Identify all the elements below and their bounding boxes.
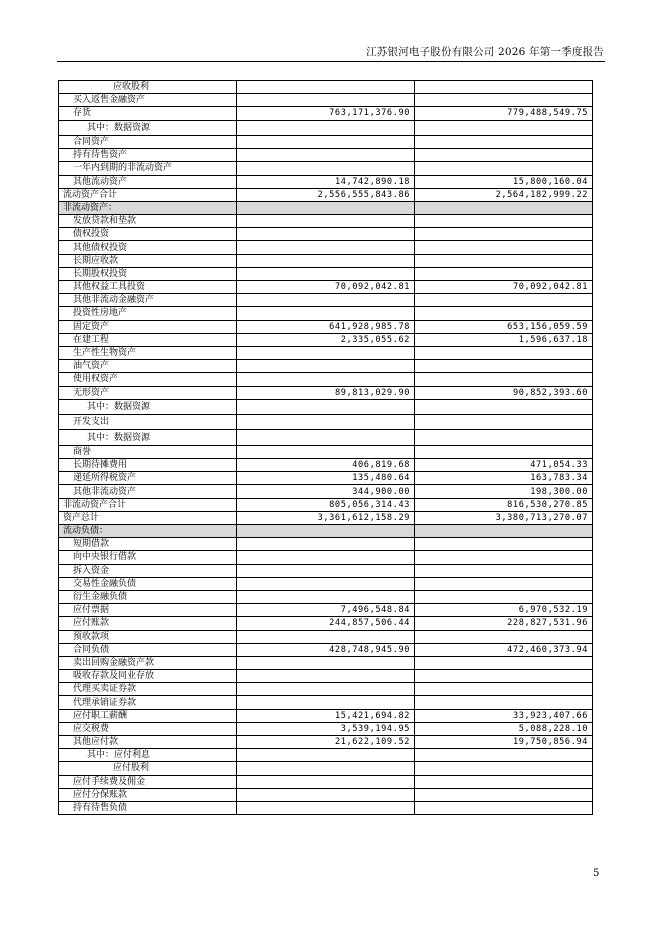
table-row: [59, 415, 593, 430]
period-start-value: [415, 749, 593, 762]
row-label: 应交税费: [59, 722, 237, 735]
period-end-value: [237, 215, 415, 228]
table-row: [59, 188, 593, 201]
row-label: 应付职工薪酬: [59, 709, 237, 722]
period-start-value: 816,530,270.85: [415, 498, 593, 511]
period-end-value: 406,819.68: [237, 459, 415, 472]
row-label: 长期应收款: [59, 254, 237, 267]
period-start-value: [415, 81, 593, 94]
table-row: [59, 709, 593, 722]
period-start-value: 90,852,393.60: [415, 386, 593, 399]
table-row: [59, 656, 593, 669]
period-start-value: [415, 430, 593, 445]
table-row: [59, 577, 593, 590]
row-label: 递延所得税资产: [59, 472, 237, 485]
table-row: [59, 162, 593, 175]
period-start-value: 3,380,713,270.07: [415, 511, 593, 524]
period-start-value: [415, 564, 593, 577]
table-row: [59, 459, 593, 472]
period-end-value: 14,742,890.18: [237, 175, 415, 188]
period-start-value: [415, 201, 593, 214]
period-end-value: 641,928,985.78: [237, 320, 415, 333]
table-row: [59, 722, 593, 735]
row-label: 生产性生物资产: [59, 346, 237, 359]
period-end-value: 89,813,029.90: [237, 386, 415, 399]
period-start-value: [415, 538, 593, 551]
row-label: 其中：数据资源: [59, 399, 237, 414]
row-label: 预收款项: [59, 630, 237, 643]
period-start-value: [415, 373, 593, 386]
row-label: 交易性金融负债: [59, 577, 237, 590]
row-label: 发放贷款和垫款: [59, 215, 237, 228]
period-start-value: [415, 241, 593, 254]
period-start-value: 70,092,042.81: [415, 281, 593, 294]
period-end-value: [237, 149, 415, 162]
period-start-value: 2,564,182,999.22: [415, 188, 593, 201]
period-start-value: [415, 215, 593, 228]
period-start-value: 6,970,532.19: [415, 604, 593, 617]
table-row: [59, 373, 593, 386]
period-end-value: 70,092,042.81: [237, 281, 415, 294]
row-label: 拆入资金: [59, 564, 237, 577]
row-label: 吸收存款及同业存放: [59, 670, 237, 683]
period-start-value: 779,488,549.75: [415, 107, 593, 120]
period-start-value: [415, 162, 593, 175]
row-label: 短期借款: [59, 538, 237, 551]
period-end-value: [237, 241, 415, 254]
period-start-value: [415, 149, 593, 162]
period-start-value: [415, 525, 593, 538]
row-label: 衍生金融负债: [59, 590, 237, 603]
period-end-value: [237, 564, 415, 577]
row-label: 固定资产: [59, 320, 237, 333]
period-end-value: 805,056,314.43: [237, 498, 415, 511]
table-row: [59, 498, 593, 511]
table-row: [59, 201, 593, 214]
row-label: 商誉: [59, 445, 237, 458]
row-label: 应付账款: [59, 617, 237, 630]
period-start-value: [415, 360, 593, 373]
table-row: [59, 788, 593, 801]
table-row: [59, 281, 593, 294]
row-label: 其中：数据资源: [59, 120, 237, 135]
table-row: [59, 333, 593, 346]
period-start-value: [415, 267, 593, 280]
period-end-value: [237, 788, 415, 801]
row-label: 长期待摊费用: [59, 459, 237, 472]
period-end-value: [237, 525, 415, 538]
row-label: 应付股利: [59, 762, 237, 775]
period-end-value: 3,539,194.95: [237, 722, 415, 735]
period-start-value: [415, 307, 593, 320]
period-start-value: [415, 135, 593, 148]
period-start-value: [415, 775, 593, 788]
period-end-value: 763,171,376.90: [237, 107, 415, 120]
table-row: [59, 749, 593, 762]
period-end-value: [237, 670, 415, 683]
period-end-value: [237, 373, 415, 386]
period-start-value: [415, 656, 593, 669]
period-end-value: [237, 415, 415, 430]
table-row: [59, 551, 593, 564]
row-label: 应付手续费及佣金: [59, 775, 237, 788]
period-end-value: [237, 696, 415, 709]
row-label: 其他权益工具投资: [59, 281, 237, 294]
period-end-value: [237, 360, 415, 373]
period-end-value: 2,335,055.62: [237, 333, 415, 346]
period-end-value: [237, 135, 415, 148]
row-label: 其他非流动金融资产: [59, 294, 237, 307]
row-label: 应付分保账款: [59, 788, 237, 801]
row-label: 在建工程: [59, 333, 237, 346]
row-label: 债权投资: [59, 228, 237, 241]
table-row: [59, 254, 593, 267]
table-row: [59, 762, 593, 775]
report-header: 江苏银河电子股份有限公司 2026 年第一季度报告: [366, 46, 604, 58]
row-label: 向中央银行借款: [59, 551, 237, 564]
table-row: [59, 149, 593, 162]
period-end-value: [237, 590, 415, 603]
period-start-value: [415, 346, 593, 359]
period-start-value: 1,596,637.18: [415, 333, 593, 346]
row-label: 持有待售资产: [59, 149, 237, 162]
row-label: 其他应付款: [59, 736, 237, 749]
row-label: 其中：数据资源: [59, 430, 237, 445]
period-end-value: [237, 801, 415, 814]
period-end-value: [237, 307, 415, 320]
period-start-value: [415, 683, 593, 696]
table-row: [59, 445, 593, 458]
period-end-value: 7,496,548.84: [237, 604, 415, 617]
period-start-value: [415, 294, 593, 307]
period-end-value: [237, 749, 415, 762]
row-label: 持有待售负债: [59, 801, 237, 814]
period-start-value: [415, 399, 593, 414]
table-row: [59, 120, 593, 135]
period-end-value: [237, 267, 415, 280]
table-row: [59, 683, 593, 696]
period-end-value: [237, 445, 415, 458]
period-start-value: 198,300.00: [415, 485, 593, 498]
row-label: 长期股权投资: [59, 267, 237, 280]
row-label: 其他非流动资产: [59, 485, 237, 498]
row-label: 卖出回购金融资产款: [59, 656, 237, 669]
period-start-value: [415, 228, 593, 241]
period-end-value: [237, 430, 415, 445]
period-start-value: 228,827,531.96: [415, 617, 593, 630]
row-label: 非流动资产：: [59, 201, 237, 214]
row-label: 无形资产: [59, 386, 237, 399]
period-end-value: 3,361,612,158.29: [237, 511, 415, 524]
period-start-value: [415, 590, 593, 603]
table-row: [59, 775, 593, 788]
period-start-value: [415, 120, 593, 135]
period-end-value: [237, 683, 415, 696]
row-label: 应收股利: [59, 81, 237, 94]
table-row: [59, 564, 593, 577]
period-end-value: [237, 346, 415, 359]
header-divider: [57, 61, 605, 62]
table-row: [59, 630, 593, 643]
period-end-value: [237, 254, 415, 267]
row-label: 资产总计: [59, 511, 237, 524]
row-label: 流动负债：: [59, 525, 237, 538]
table-row: [59, 511, 593, 524]
period-end-value: [237, 656, 415, 669]
period-end-value: [237, 538, 415, 551]
period-end-value: [237, 228, 415, 241]
page-number: 5: [593, 868, 600, 879]
table-row: [59, 94, 593, 107]
row-label: 合同负债: [59, 643, 237, 656]
period-start-value: 653,156,059.59: [415, 320, 593, 333]
period-end-value: [237, 120, 415, 135]
table-row: [59, 801, 593, 814]
period-start-value: [415, 788, 593, 801]
row-label: 合同资产: [59, 135, 237, 148]
period-start-value: [415, 551, 593, 564]
table-row: [59, 346, 593, 359]
table-row: [59, 485, 593, 498]
table-row: [59, 472, 593, 485]
period-end-value: [237, 577, 415, 590]
row-label: 开发支出: [59, 415, 237, 430]
table-row: [59, 590, 593, 603]
period-end-value: [237, 762, 415, 775]
period-end-value: [237, 294, 415, 307]
table-row: [59, 525, 593, 538]
period-end-value: [237, 630, 415, 643]
table-row: [59, 670, 593, 683]
row-label: 买入返售金融资产: [59, 94, 237, 107]
period-end-value: [237, 201, 415, 214]
period-start-value: 163,783.34: [415, 472, 593, 485]
period-end-value: [237, 775, 415, 788]
period-start-value: 15,800,160.04: [415, 175, 593, 188]
table-row: [59, 215, 593, 228]
row-label: 流动资产合计: [59, 188, 237, 201]
table-row: [59, 696, 593, 709]
period-start-value: [415, 445, 593, 458]
period-start-value: [415, 94, 593, 107]
row-label: 油气资产: [59, 360, 237, 373]
period-end-value: 428,748,945.90: [237, 643, 415, 656]
table-row: [59, 267, 593, 280]
period-end-value: [237, 551, 415, 564]
period-end-value: 15,421,694.82: [237, 709, 415, 722]
table-row: [59, 736, 593, 749]
period-start-value: [415, 577, 593, 590]
row-label: 代理承销证券款: [59, 696, 237, 709]
period-start-value: [415, 670, 593, 683]
table-row: [59, 360, 593, 373]
period-end-value: [237, 162, 415, 175]
period-end-value: [237, 399, 415, 414]
row-label: 代理买卖证券款: [59, 683, 237, 696]
table-row: [59, 241, 593, 254]
table-row: [59, 307, 593, 320]
table-row: [59, 107, 593, 120]
row-label: 其中：应付利息: [59, 749, 237, 762]
row-label: 应付票据: [59, 604, 237, 617]
balance-sheet-table: [58, 80, 593, 815]
table-row: [59, 430, 593, 445]
period-end-value: [237, 94, 415, 107]
row-label: 投资性房地产: [59, 307, 237, 320]
table-row: [59, 538, 593, 551]
row-label: 其他流动资产: [59, 175, 237, 188]
table-row: [59, 175, 593, 188]
period-start-value: [415, 696, 593, 709]
table-row: [59, 294, 593, 307]
period-start-value: 19,750,856.94: [415, 736, 593, 749]
row-label: 一年内到期的非流动资产: [59, 162, 237, 175]
period-end-value: [237, 81, 415, 94]
period-start-value: [415, 415, 593, 430]
row-label: 使用权资产: [59, 373, 237, 386]
period-start-value: 5,088,228.10: [415, 722, 593, 735]
period-end-value: 21,622,109.52: [237, 736, 415, 749]
row-label: 其他债权投资: [59, 241, 237, 254]
period-end-value: 2,556,555,843.86: [237, 188, 415, 201]
period-start-value: [415, 801, 593, 814]
period-start-value: 471,054.33: [415, 459, 593, 472]
table-row: [59, 81, 593, 94]
period-end-value: 344,900.00: [237, 485, 415, 498]
period-start-value: 472,460,373.94: [415, 643, 593, 656]
balance-sheet-body: [59, 81, 593, 815]
period-end-value: 244,857,506.44: [237, 617, 415, 630]
row-label: 存货: [59, 107, 237, 120]
period-start-value: [415, 630, 593, 643]
row-label: 非流动资产合计: [59, 498, 237, 511]
table-row: [59, 320, 593, 333]
table-row: [59, 617, 593, 630]
table-row: [59, 228, 593, 241]
period-start-value: [415, 762, 593, 775]
table-row: [59, 604, 593, 617]
table-row: [59, 399, 593, 414]
table-row: [59, 386, 593, 399]
period-start-value: [415, 254, 593, 267]
table-row: [59, 135, 593, 148]
period-start-value: 33,923,407.66: [415, 709, 593, 722]
table-row: [59, 643, 593, 656]
period-end-value: 135,480.64: [237, 472, 415, 485]
